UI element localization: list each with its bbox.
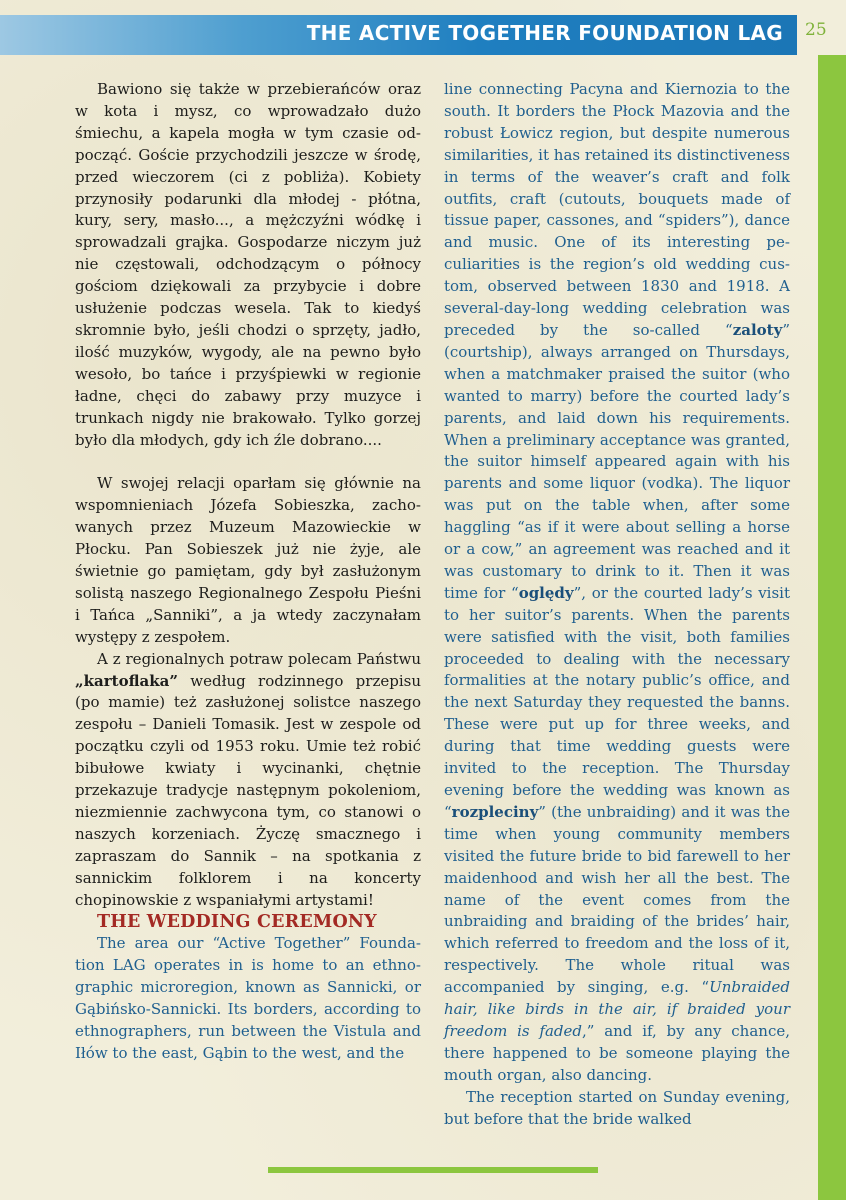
right-text-c: ”, or the courted lady’s visit to her suitor’s parents. When the parents were satisfied with the visit, both families proceeded to dealing with the necessary formalities at the notary public’s office, and the next Saturday they requested the banns. These were put up for three weeks, and during that time wedding guests were invited to the reception. The Thursday evening before the wedding was known as “	[444, 583, 791, 821]
bottom-green-line	[268, 1167, 598, 1173]
keyword-zaloty: zaloty	[732, 320, 783, 339]
right-column	[444, 79, 790, 1131]
green-side-strip	[818, 55, 846, 1200]
header-title: THE ACTIVE TOGETHER FOUNDATION LAG	[306, 21, 783, 45]
paragraph-gap	[75, 451, 421, 473]
keyword-kartoflaka: „kartoflaka”	[75, 671, 178, 690]
right-text-a: line connecting Pacyna and Kiernozia to the south. It borders the Płock Mazovia and the robust Łowicz region, but despite numerous similarities, it has retained its distinctiveness in terms of the weaver’s craft and folk outfits, craft (cutouts, bouquets made of tissue paper, cassones, and “spiders”), dance and music. One of its interesting peculiarities is the region’s old wedding custom, observed between 1830 and 1918. A several-day-long wedding celebration was preceded by the so-called “	[444, 80, 790, 339]
keyword-rozpleciny: rozpleciny	[451, 802, 539, 821]
right-paragraph-2: The reception started on Sunday evening, but before that the bride walked	[444, 1087, 790, 1128]
right-text-d: ” (the unbraiding) and it was the time when young community members visited the future bride to bid farewell to her maidenhood and wish her all the best. The name of the event comes from the unbraiding and braiding of the brides’ hair, which referred to freedom and the loss of it, respectively. The whole ritual was accompanied by singing, e.g. “	[444, 802, 790, 997]
left-paragraph-4: The area our “Active Together” Foundation LAG operates in is home to an ethnographic microregion, known as Sannicki, or Gąbińsko-Sannicki. Its borders, according to ethnographers, run between the Vistula and Iłów to the east, Gąbin to the west, and the	[75, 934, 421, 1062]
left-paragraph-1: Bawiono się także w przebierańców oraz w kota i mysz, co wprowadzało dużo śmiechu, a kapela mogła w tym czasie odpocząć. Goście przychodzili jeszcze w środę, przed wieczorem (ci z pobliża). Kobiety przynosiły podarunki dla młodej - płótna, kury, sery, masło..., a mężczyźni wódkę i sprowadzali grajka. Gospodarze niczym już nie częstowali, odchodzącym o północy gościom dziękowali za przybycie i dobre usłużenie podczas wesela. Tak to kiedyś skromnie było, jeśli chodzi o sprzęty, jadło, ilość muzyków, wygody, ale na pewno było wesoło, bo tańce i przyśpiewki w regionie ładne, chęci do zabawy przy muzyce i trunkach nigdy nie brakowało. Tylko gorzej było dla młodych, gdy ich źle dobrano....	[75, 80, 421, 449]
keyword-ogledy: oględy	[518, 583, 574, 602]
right-paragraph-1	[444, 79, 790, 1087]
section-heading: THE WEDDING CEREMONY	[97, 911, 377, 932]
left-paragraph-3	[75, 649, 421, 912]
song-quote: Unbraided hair, like birds in the air, if braided your freedom is faded	[444, 978, 790, 1040]
left-paragraph-2: W swojej relacji oparłam się głównie na wspomnieniach Józefa Sobieszka, zachowanych przez Muzeum Mazowieckie w Płocku. Pan Sobieszek już nie żyje, ale świetnie go pamiętam, gdy był zasłużonym solistą naszego Regionalnego Zespołu Pieśni i Tańca „Sanniki”, a ja wtedy zaczynałam występy z zespołem.	[75, 474, 421, 646]
left-paragraph-3-end: według rodzinnego przepisu (po mamie) też zasłużonej solistce naszego zespołu – Danieli Tomasik. Jest w zespole od początku czyli od 1953 roku. Umie też robić bibułowe kwiaty i wycinanki, chętnie przekazuje tradycje następnym pokoleniom, niezmiennie zachwycona tym, co stanowi o naszych korzeniach. Życzę smacznego i zapraszam do Sannik – na spotkania z sannickim folklorem i na koncerty chopinowskie z wspaniałymi artystami!	[75, 671, 421, 909]
page-number: 25	[805, 20, 827, 40]
left-paragraph-3-start: A z regionalnych potraw polecam Państwu	[97, 649, 421, 668]
right-text-b: ” (courtship), always arranged on Thursdays, when a matchmaker praised the suitor (who wanted to marry) before the courted lady’s parents, and laid down his requirements. When a preliminary acceptance was granted, the suitor himself appeared again with his parents and some liquor (vodka). The liquor was put on the table when, after some haggling “as if it were about selling a horse or a cow,” an agreement was reached and it was customary to drink to it. Then it was time for “	[444, 320, 790, 602]
left-column	[75, 79, 421, 1065]
header-bar	[0, 15, 797, 55]
right-text-e: ,” and if, by any chance, there happened to be someone playing the mouth organ, also dancing.	[444, 1021, 790, 1084]
